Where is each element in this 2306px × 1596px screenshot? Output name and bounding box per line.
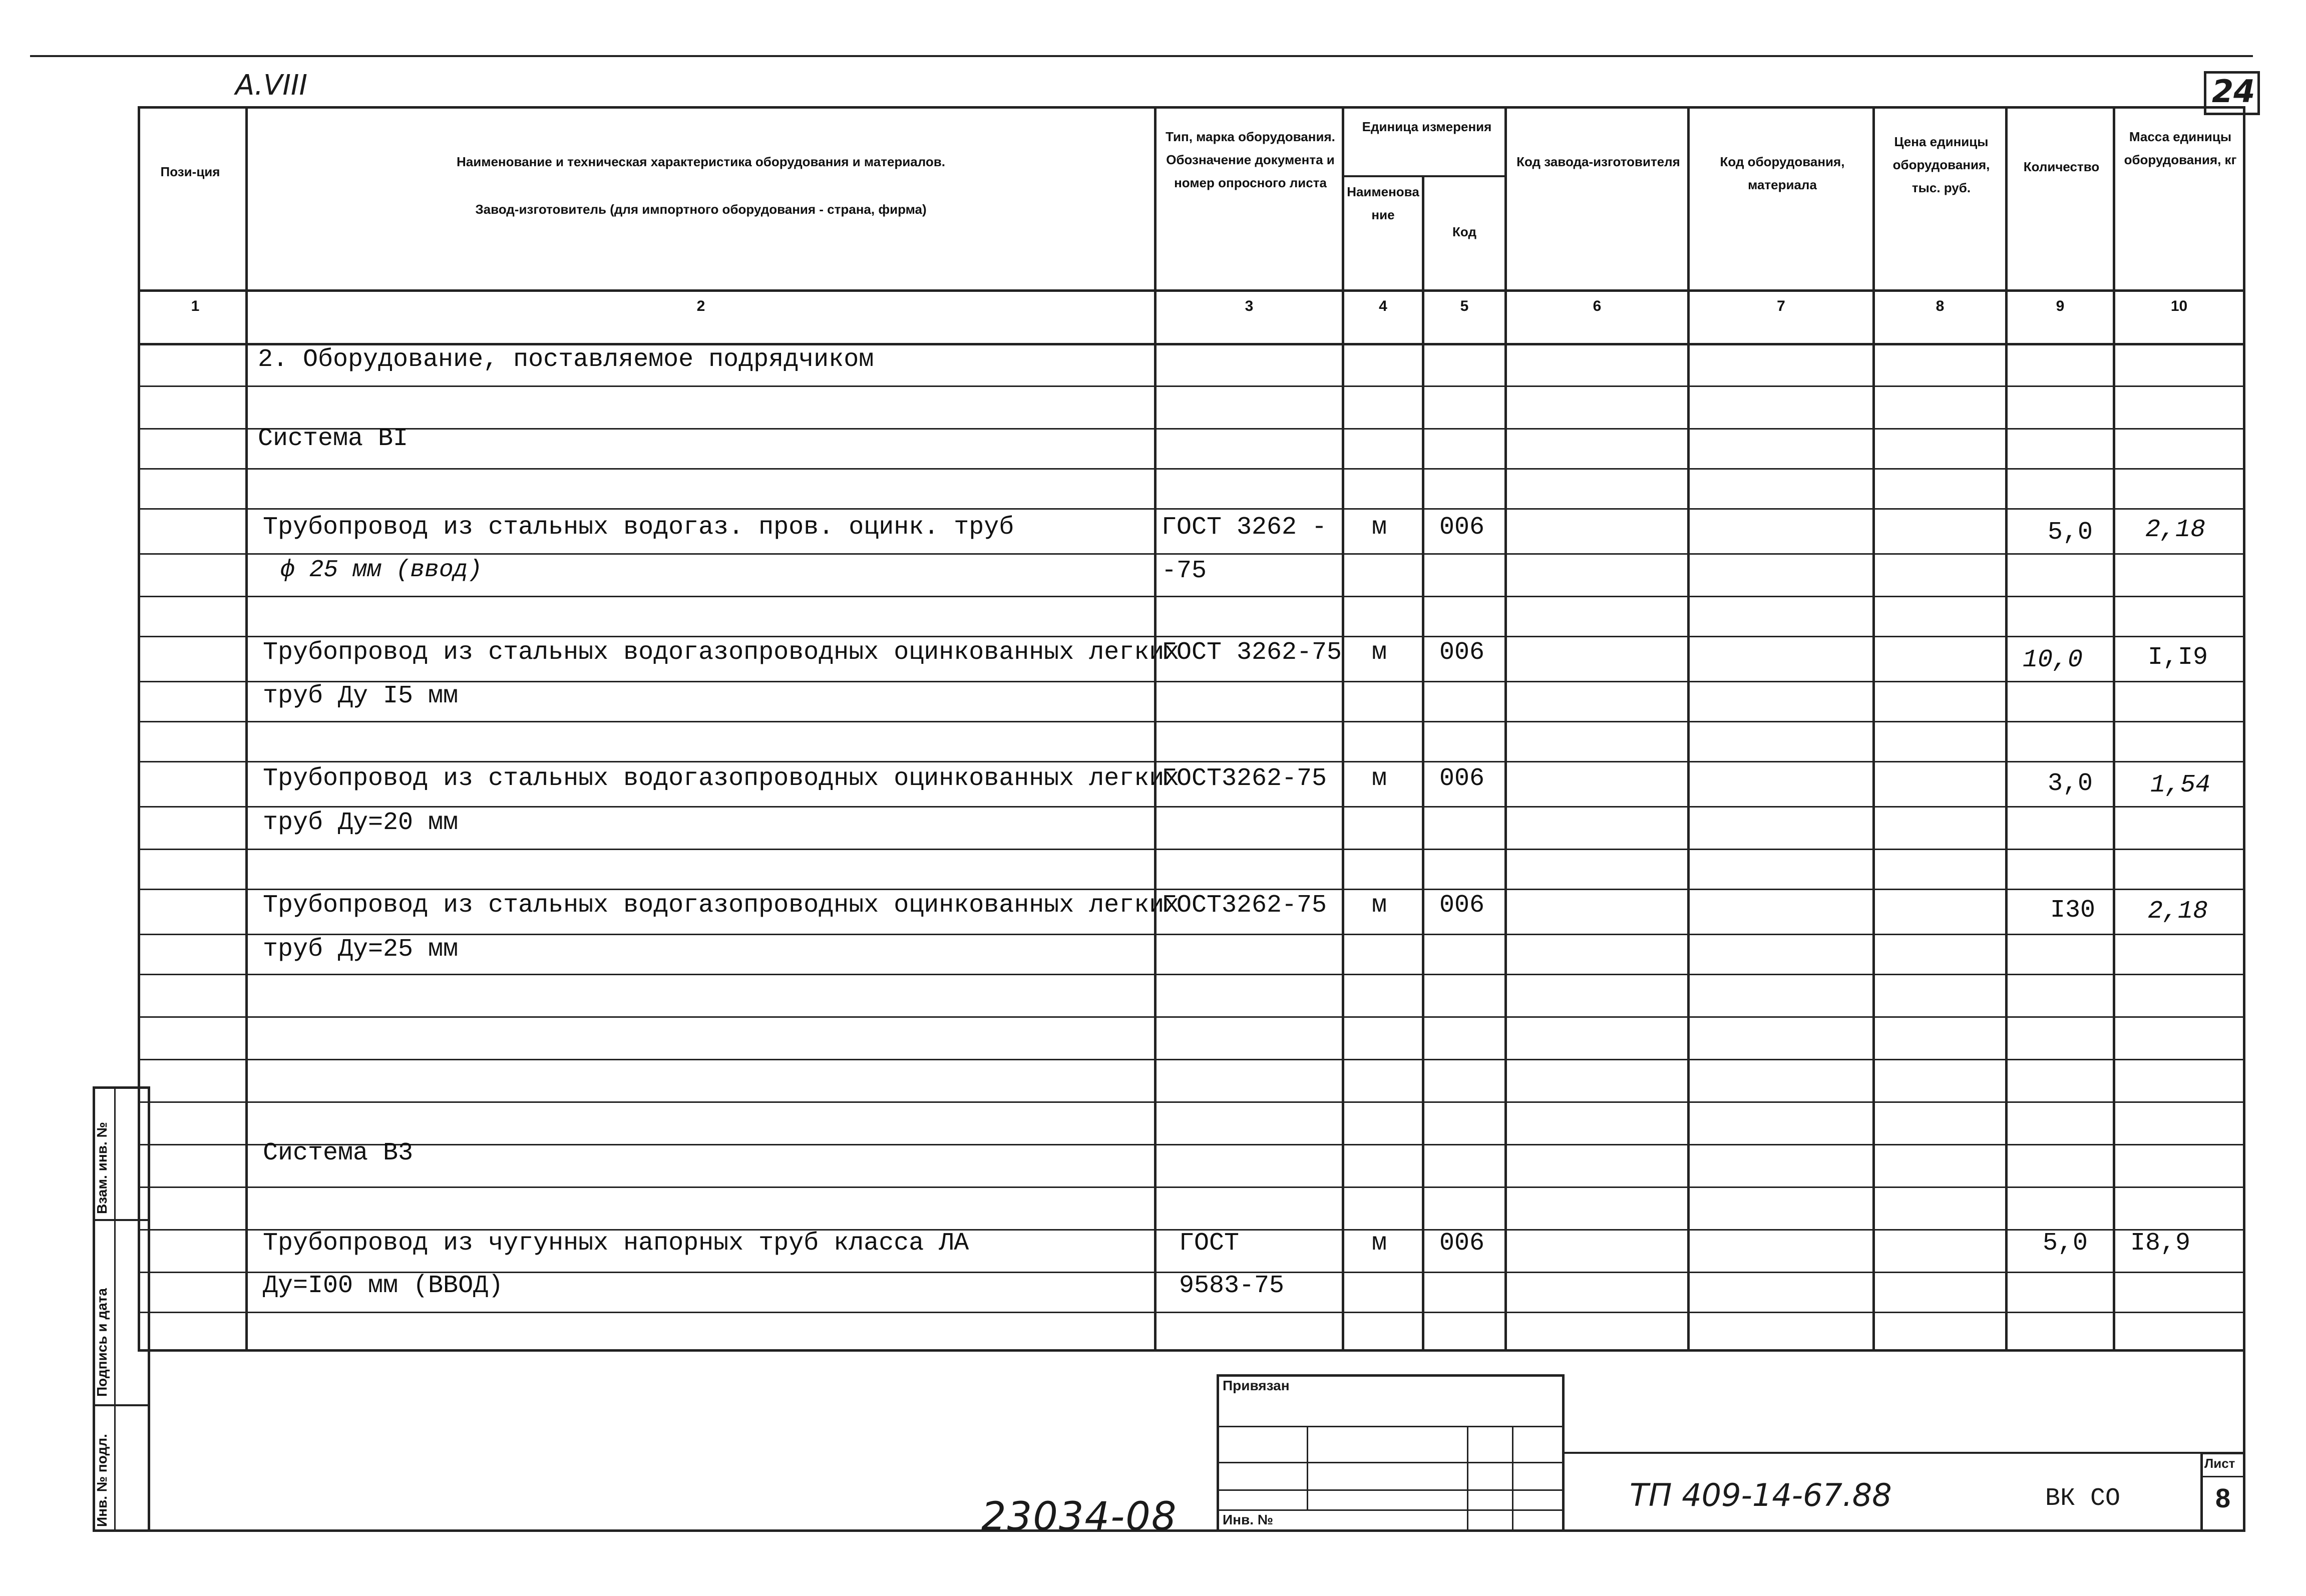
item-type: ГОСТ3262-75 xyxy=(1162,764,1327,793)
col-line-6 xyxy=(1687,106,1690,1352)
item-code: 006 xyxy=(1439,764,1485,793)
item-name-2: труб Ду=20 мм xyxy=(263,809,459,837)
col-line-3 xyxy=(1342,106,1344,1352)
side-divider xyxy=(93,1219,150,1221)
item-name: Трубопровод из стальных водогазопроводных оцинкованных легких xyxy=(263,638,1180,667)
row-line xyxy=(138,428,2245,430)
item-code: 006 xyxy=(1439,513,1485,542)
item-name-2: Ду=I00 мм (ВВОД) xyxy=(263,1272,504,1300)
side-label-vzam: Взам. инв. № xyxy=(94,1122,110,1214)
header-bottom-line xyxy=(138,289,2245,292)
stamp-privyazan-label: Привязан xyxy=(1223,1378,1290,1393)
col-line-7 xyxy=(1872,106,1875,1352)
item-unit: м xyxy=(1372,891,1387,920)
item-name: Трубопровод из стальных водогазопроводных оцинкованных легких xyxy=(263,764,1180,793)
system-b1-title: Система BI xyxy=(258,425,409,453)
unit-subheader-line xyxy=(1342,175,1507,177)
row-line xyxy=(138,636,2245,637)
stamp-inv-no-label: Инв. № xyxy=(1223,1512,1274,1527)
side-label-podpis: Подпись и дата xyxy=(94,1288,110,1397)
section-title: 2. Оборудование, поставляемое подрядчиком xyxy=(258,345,874,374)
row-line xyxy=(138,761,2245,762)
row-line xyxy=(138,1312,2245,1313)
row-line xyxy=(138,1101,2245,1103)
row-line xyxy=(138,1186,2245,1188)
section-code: ВК СО xyxy=(2045,1484,2121,1513)
item-type: ГОСТ3262-75 xyxy=(1162,891,1327,920)
header-unit-mass: Масса единицы оборудования, кг xyxy=(2124,129,2237,167)
col-line-4 xyxy=(1422,175,1424,1352)
row-line xyxy=(138,553,2245,555)
item-code: 006 xyxy=(1439,1229,1485,1258)
top-border-line xyxy=(30,55,2253,57)
colnum-2: 2 xyxy=(696,298,705,314)
item-name: Трубопровод из стальных водогаз. пров. оцинк. труб xyxy=(263,513,1014,542)
side-divider xyxy=(93,1404,150,1406)
item-qty: 3,0 xyxy=(2048,769,2093,798)
album-mark: А.VIII xyxy=(235,69,307,102)
item-type: ГОСТ xyxy=(1179,1229,1240,1258)
side-inner-line xyxy=(114,1086,116,1532)
sheet-label: Лист xyxy=(2204,1456,2235,1471)
item-mass: 2,18 xyxy=(2148,897,2208,926)
item-type: ГОСТ 3262 - xyxy=(1162,513,1327,542)
item-qty: I30 xyxy=(2050,896,2096,925)
item-qty: 5,0 xyxy=(2048,518,2093,547)
sheet-number-divider xyxy=(2200,1476,2245,1477)
header-equipment-code: Код оборудования, материала xyxy=(1720,154,1845,192)
system-b3-title: Система B3 xyxy=(263,1139,414,1167)
stamp-col-line xyxy=(1512,1426,1513,1532)
item-name: Трубопровод из стальных водогазопроводных оцинкованных легких xyxy=(263,891,1180,920)
col-line-2 xyxy=(1154,106,1157,1352)
header-unit-code: Код xyxy=(1452,224,1476,239)
stamp-col-line xyxy=(1307,1426,1308,1509)
header-quantity: Количество xyxy=(2023,159,2100,174)
row-line xyxy=(138,508,2245,510)
item-name-2: труб Ду I5 мм xyxy=(263,682,459,710)
item-type-2: 9583-75 xyxy=(1179,1272,1285,1300)
item-code: 006 xyxy=(1439,638,1485,667)
header-position: Пози-ция xyxy=(160,164,220,179)
row-line xyxy=(138,889,2245,890)
side-label-inv-podl: Инв. № подл. xyxy=(94,1434,110,1527)
row-line xyxy=(138,468,2245,470)
item-mass: I8,9 xyxy=(2130,1229,2191,1258)
row-line xyxy=(138,1016,2245,1018)
item-code: 006 xyxy=(1439,891,1485,920)
row-line xyxy=(138,849,2245,850)
col-line-1 xyxy=(245,106,248,1352)
colnum-5: 5 xyxy=(1460,298,1469,314)
item-mass: I,I9 xyxy=(2148,643,2208,672)
item-qty: 10,0 xyxy=(2023,646,2083,674)
item-mass: 1,54 xyxy=(2150,771,2211,800)
colnum-3: 3 xyxy=(1245,298,1254,314)
colnum-4: 4 xyxy=(1379,298,1387,314)
colnum-10: 10 xyxy=(2170,298,2188,314)
header-unit-name: Наименование xyxy=(1347,184,1419,222)
document-designation: ТП 409-14-67.88 xyxy=(1630,1477,1892,1513)
colnum-9: 9 xyxy=(2056,298,2065,314)
header-unit-price: Цена единицы оборудования, тыс. руб. xyxy=(1892,134,1990,195)
col-line-5 xyxy=(1504,106,1507,1352)
item-qty: 5,0 xyxy=(2043,1229,2088,1258)
colnum-8: 8 xyxy=(1936,298,1945,314)
title-block-top-line xyxy=(1565,1452,2245,1454)
header-factory-code: Код завода-изготовителя xyxy=(1516,154,1680,169)
header-name-line2: Завод-изготовитель (для импортного оборудования - страна, фирма) xyxy=(475,202,927,217)
stamp-col-line xyxy=(1467,1426,1468,1532)
row-line xyxy=(138,1059,2245,1060)
item-name-2: ф 25 мм (ввод) xyxy=(280,557,483,584)
col-line-9 xyxy=(2113,106,2115,1352)
item-unit: м xyxy=(1372,1229,1387,1258)
item-unit: м xyxy=(1372,764,1387,793)
row-line xyxy=(138,974,2245,975)
colnum-6: 6 xyxy=(1593,298,1602,314)
item-name-2: труб Ду=25 мм xyxy=(263,935,459,964)
row-line xyxy=(138,1144,2245,1145)
row-line xyxy=(138,721,2245,722)
header-unit-group: Единица измерения xyxy=(1362,119,1492,134)
inventory-number-handwritten: 23034-08 xyxy=(981,1494,1178,1539)
sheet-number: 8 xyxy=(2215,1483,2231,1513)
item-unit: м xyxy=(1372,513,1387,542)
colnum-1: 1 xyxy=(191,298,200,314)
item-unit: м xyxy=(1372,638,1387,667)
row-line xyxy=(138,806,2245,808)
header-name-line1: Наименование и техническая характеристика оборудования и материалов. xyxy=(456,154,945,169)
page-number-stamp: 24 xyxy=(2212,73,2255,110)
spec-table-frame xyxy=(138,106,2245,1352)
item-type-2: -75 xyxy=(1162,557,1207,585)
item-mass: 2,18 xyxy=(2145,516,2206,544)
colnum-7: 7 xyxy=(1777,298,1785,314)
item-type: ГОСТ 3262-75 xyxy=(1162,638,1342,667)
row-line xyxy=(138,596,2245,597)
item-name: Трубопровод из чугунных напорных труб класса ЛА xyxy=(263,1229,969,1258)
row-line xyxy=(138,385,2245,387)
col-line-8 xyxy=(2005,106,2008,1352)
header-type: Тип, марка оборудования. Обозначение документа и номер опросного листа xyxy=(1166,129,1335,190)
